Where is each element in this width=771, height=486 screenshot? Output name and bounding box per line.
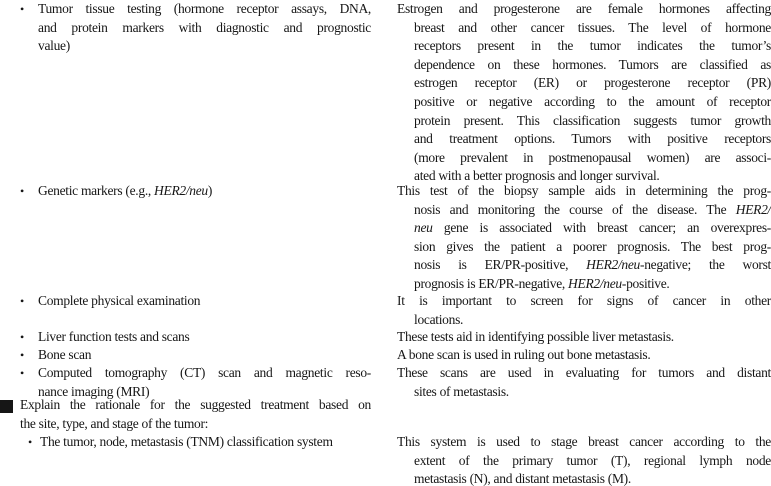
text-run: prognosis is ER/PR-negative, <box>414 275 569 291</box>
text-run: sites of metastasis. <box>414 383 509 399</box>
description-cell <box>397 0 771 186</box>
text-run: HER2/neu <box>568 275 622 291</box>
text-line <box>397 470 771 486</box>
text-line <box>38 364 371 383</box>
text-run: gene is associated with breast cancer; an overexpres- <box>432 220 771 236</box>
topic-cell <box>0 292 371 311</box>
description-cell <box>397 292 771 329</box>
text-run: ) <box>207 183 213 198</box>
text-line <box>397 311 771 330</box>
text-line <box>38 328 371 347</box>
text-run: The tumor, node, metastasis (TNM) classification system <box>40 434 333 449</box>
text-line <box>397 37 771 56</box>
text-run: -negative; the worst <box>640 257 771 273</box>
text-run: Computed tomography (CT) scan and magnetic reso- <box>38 365 371 380</box>
text-run: Genetic markers (e.g., <box>38 183 155 198</box>
text-run: dependence on these hormones. Tumors are classified as <box>414 56 771 72</box>
text-line <box>397 328 771 347</box>
bullet-icon: • <box>20 366 24 380</box>
topic-cell <box>0 0 371 56</box>
topic-text <box>20 396 371 433</box>
topic-cell <box>0 328 371 347</box>
description-cell <box>397 182 771 294</box>
text-line <box>397 112 771 131</box>
topic-cell <box>0 396 371 433</box>
text-line <box>397 238 771 257</box>
text-run: extent of the primary tumor (T), regional lymph node <box>414 452 771 468</box>
bullet-icon: • <box>20 184 24 198</box>
topic-text <box>38 182 371 201</box>
text-run: nosis and monitoring the course of the disease. The <box>414 201 736 217</box>
square-bullet-icon <box>0 400 13 413</box>
text-line <box>397 56 771 75</box>
bullet-icon: • <box>20 348 24 362</box>
text-line <box>397 346 771 365</box>
text-run: This system is used to stage breast cancer according to the <box>397 434 771 449</box>
text-run: sion gives the patient a poorer prognosis. The best prog- <box>414 238 771 254</box>
text-line <box>397 364 771 383</box>
text-line <box>397 452 771 471</box>
topic-text <box>38 292 371 311</box>
text-run: HER2/neu <box>586 257 641 273</box>
topic-cell <box>0 346 371 365</box>
text-run: Estrogen and progesterone are female hormones affecting <box>397 1 771 16</box>
topic-text <box>38 0 371 56</box>
text-line <box>20 415 371 434</box>
text-run: breast and other cancer tissues. The level of hormone <box>414 19 771 35</box>
text-run: These tests aid in identifying possible liver metastasis. <box>397 329 674 344</box>
text-line <box>38 19 371 38</box>
text-line <box>20 396 371 415</box>
text-line <box>38 346 371 365</box>
text-run: and protein markers with diagnostic and prognostic <box>38 19 371 35</box>
text-run: This test of the biopsy sample aids in determining the prog- <box>397 183 771 198</box>
text-line <box>38 182 371 201</box>
text-run: Liver function tests and scans <box>38 329 190 344</box>
text-line <box>397 256 771 275</box>
bullet-icon: • <box>20 294 24 308</box>
text-run: These scans are used in evaluating for tumors and distant <box>397 365 771 380</box>
text-line <box>38 292 371 311</box>
text-run: It is important to screen for signs of cancer in other <box>397 293 771 308</box>
topic-text <box>38 346 371 365</box>
text-line <box>38 37 371 56</box>
topic-text <box>40 433 371 452</box>
text-run: estrogen receptor (ER) or progesterone receptor (PR) <box>414 75 771 91</box>
bullet-icon: • <box>20 330 24 344</box>
text-line <box>397 0 771 19</box>
text-run: Bone scan <box>38 347 92 362</box>
text-run: Tumor tissue testing (hormone receptor assays, DNA, <box>38 1 371 16</box>
bullet-icon: • <box>20 2 24 16</box>
text-run: receptors present in the tumor indicates the tumor’s <box>414 38 771 54</box>
text-line <box>397 292 771 311</box>
text-run: ated with a better prognosis and longer survival. <box>414 168 660 184</box>
text-line <box>397 182 771 201</box>
text-run: nance imaging (MRI) <box>38 383 150 399</box>
text-line <box>397 19 771 38</box>
topic-cell <box>0 433 371 452</box>
text-run: neu <box>414 220 433 236</box>
text-run: metastasis (N), and distant metastasis (M). <box>414 471 631 486</box>
text-line <box>397 383 771 402</box>
text-run: positive or negative according to the amount of receptor <box>414 93 771 109</box>
text-run: value) <box>38 38 70 54</box>
text-line <box>397 74 771 93</box>
text-line <box>397 201 771 220</box>
text-line <box>397 219 771 238</box>
text-line <box>38 0 371 19</box>
text-line <box>397 93 771 112</box>
text-run: A bone scan is used in ruling out bone metastasis. <box>397 347 651 362</box>
text-run: the site, type, and stage of the tumor: <box>20 415 209 431</box>
text-run: Complete physical examination <box>38 293 201 308</box>
text-run: nosis is ER/PR-positive, <box>414 257 587 273</box>
text-line <box>397 275 771 294</box>
text-line <box>397 130 771 149</box>
text-run: locations. <box>414 311 464 327</box>
text-run: protein present. This classification suggests tumor growth <box>414 112 771 128</box>
description-cell <box>397 328 771 347</box>
bullet-icon: • <box>28 435 32 449</box>
text-line <box>40 433 371 452</box>
text-run: Explain the rationale for the suggested treatment based on <box>20 397 371 412</box>
text-line <box>397 149 771 168</box>
text-run: -positive. <box>621 275 670 291</box>
text-run: (more prevalent in postmenopausal women) are associ- <box>414 149 771 165</box>
text-run: HER2/ <box>735 201 771 217</box>
description-cell <box>397 364 771 401</box>
text-run: HER2/neu <box>154 183 208 198</box>
topic-cell <box>0 182 371 201</box>
text-line <box>397 433 771 452</box>
description-cell <box>397 433 771 486</box>
description-cell <box>397 346 771 365</box>
text-run: and treatment options. Tumors with positive receptors <box>414 131 771 147</box>
topic-text <box>38 328 371 347</box>
